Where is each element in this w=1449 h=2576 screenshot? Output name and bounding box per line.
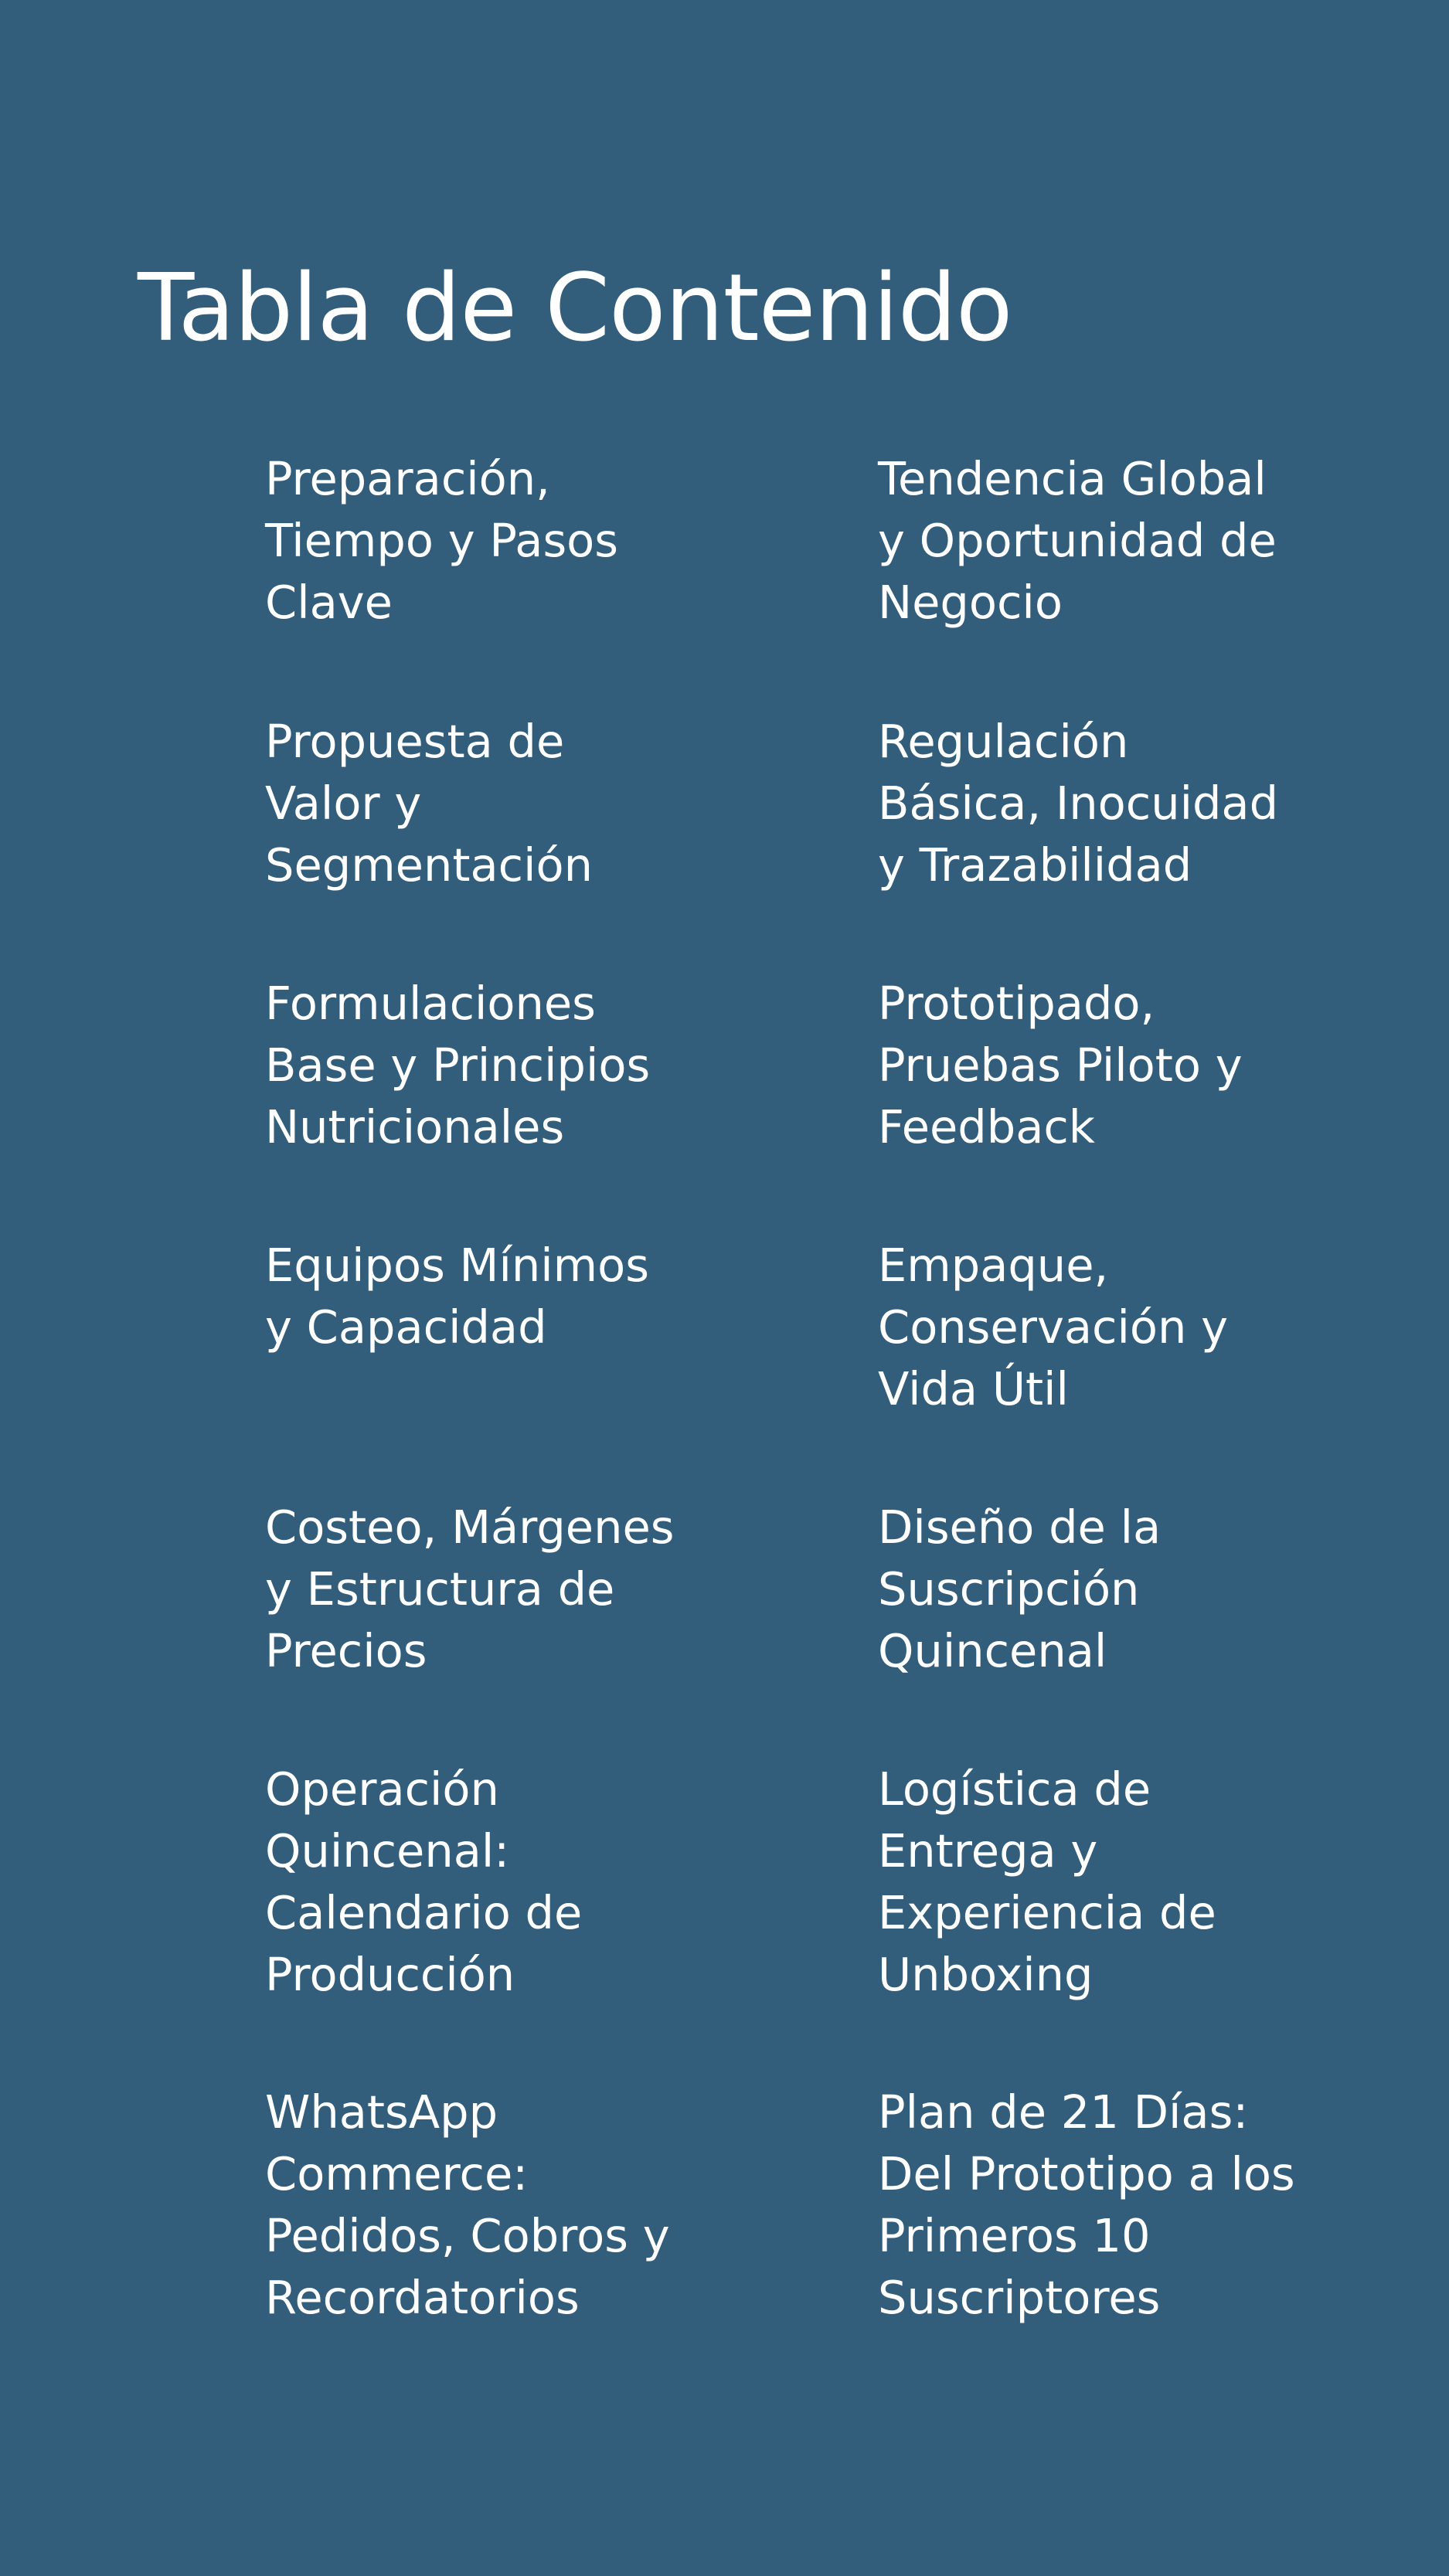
toc-entry: Plan de 21 Días: Del Prototipo a los Primeros 10 Suscriptores — [878, 2085, 1295, 2324]
toc-entry: Regulación Básica, Inocuidad y Trazabilidad — [878, 715, 1279, 892]
toc-entry: Costeo, Márgenes y Estructura de Precios — [265, 1500, 675, 1677]
toc-entry: WhatsApp Commerce: Pedidos, Cobros y Recordatorios — [265, 2085, 670, 2324]
toc-entry: Preparación, Tiempo y Pasos Clave — [265, 452, 619, 629]
toc-entry: Equipos Mínimos y Capacidad — [265, 1239, 649, 1354]
toc-entry: Operación Quincenal: Calendario de Producción — [265, 1762, 583, 2001]
page-title: Tabla de Contenido — [138, 255, 1012, 362]
toc-entry: Prototipado, Pruebas Piloto y Feedback — [878, 977, 1243, 1154]
toc-entry: Empaque, Conservación y Vida Útil — [878, 1239, 1229, 1415]
toc-entry: Propuesta de Valor y Segmentación — [265, 715, 593, 892]
toc-entry: Diseño de la Suscripción Quincenal — [878, 1500, 1162, 1677]
toc-entry: Formulaciones Base y Principios Nutricionales — [265, 977, 651, 1154]
toc-entry: Logística de Entrega y Experiencia de Unboxing — [878, 1762, 1216, 2001]
toc-entry: Tendencia Global y Oportunidad de Negocio — [878, 452, 1277, 629]
